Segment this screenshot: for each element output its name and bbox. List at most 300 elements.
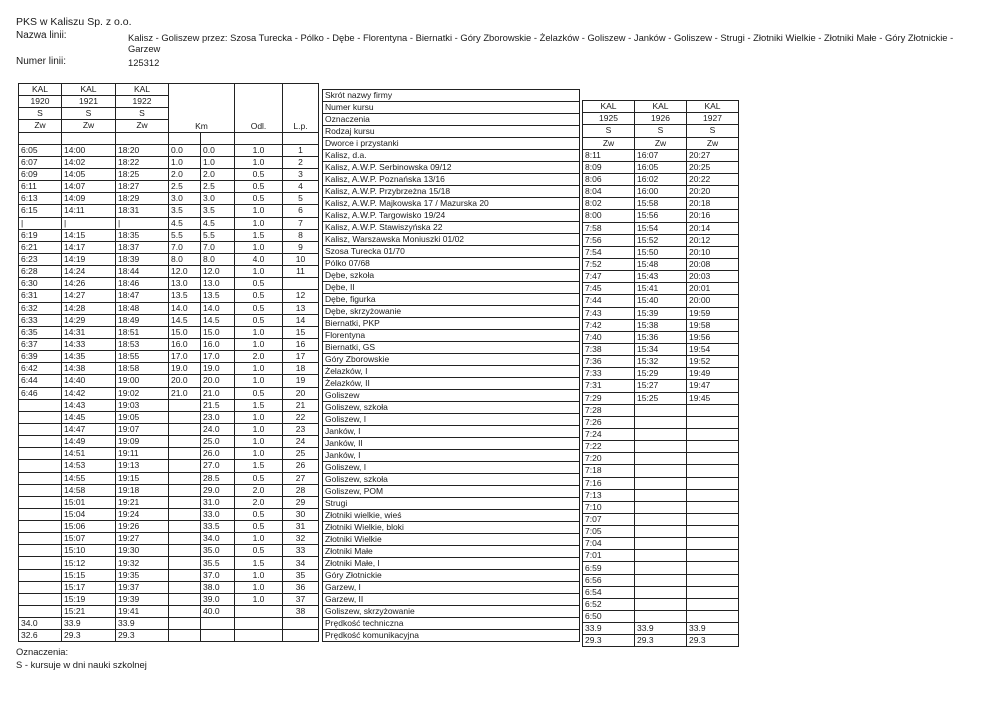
- timetable-row: [19, 266, 319, 278]
- odl-header: Odl.: [250, 120, 267, 131]
- return-time: 16:00: [635, 186, 687, 198]
- return-time: 8:11: [583, 149, 635, 161]
- return-time: 19:54: [687, 343, 739, 355]
- stop-row: [323, 258, 580, 270]
- km-value: 13.0: [169, 278, 201, 290]
- speed-value: 33.9: [116, 618, 169, 630]
- return-time: 19:45: [687, 392, 739, 404]
- header-type: Rodzaj kursu: [323, 126, 580, 138]
- km-value: 19.0: [169, 363, 201, 375]
- departure-time: 6:30: [19, 278, 62, 290]
- stop-row: [323, 510, 580, 522]
- empty-cell: [283, 630, 319, 642]
- departure-time: 14:05: [62, 168, 116, 180]
- km-value: 15.0: [201, 326, 235, 338]
- speed-value: 29.3: [116, 630, 169, 642]
- departure-time: 18:51: [116, 326, 169, 338]
- header-row: [583, 125, 739, 137]
- departure-time: 18:27: [116, 181, 169, 193]
- departure-time: 6:37: [19, 338, 62, 350]
- stop-number: 36: [283, 581, 319, 593]
- stop-row: [323, 150, 580, 162]
- stop-number: 28: [283, 484, 319, 496]
- departure-time: 14:31: [62, 326, 116, 338]
- header-type: Zw: [583, 137, 635, 149]
- km-value: 3.5: [201, 205, 235, 217]
- return-time: 20:00: [687, 295, 739, 307]
- departure-time: 6:42: [19, 363, 62, 375]
- return-time: 7:45: [583, 283, 635, 295]
- spacer-cell: [62, 132, 116, 144]
- km-value: [169, 593, 201, 605]
- lp-header-cell: [283, 84, 319, 133]
- stop-row: [323, 270, 580, 282]
- distance-value: 0.5: [235, 314, 283, 326]
- departure-time: 6:31: [19, 290, 62, 302]
- departure-time: |: [19, 217, 62, 229]
- departure-time: [19, 436, 62, 448]
- header-row: [323, 126, 580, 138]
- km-value: 19.0: [201, 363, 235, 375]
- km-value: 21.0: [201, 387, 235, 399]
- stop-name: Dębe, szkoła: [323, 270, 580, 282]
- km-value: 40.0: [201, 606, 235, 618]
- speed-row: [19, 630, 319, 642]
- return-time: [635, 526, 687, 538]
- distance-value: 1.0: [235, 436, 283, 448]
- departure-time: [19, 496, 62, 508]
- return-time: 7:01: [583, 550, 635, 562]
- km-value: [169, 569, 201, 581]
- stop-name: Złotniki Małe, I: [323, 558, 580, 570]
- departure-time: 14:00: [62, 144, 116, 156]
- return-time: 7:05: [583, 526, 635, 538]
- distance-value: 1.5: [235, 229, 283, 241]
- departure-time: 18:20: [116, 144, 169, 156]
- timetable-row: [583, 404, 739, 416]
- return-time: 20:25: [687, 161, 739, 173]
- departure-time: 6:13: [19, 193, 62, 205]
- odl-header-cell: [235, 84, 283, 133]
- spacer-cell: [583, 89, 635, 101]
- header-type: Zw: [687, 137, 739, 149]
- km-header-cell: [169, 84, 235, 133]
- speed-value: 33.9: [687, 623, 739, 635]
- return-time: [635, 416, 687, 428]
- distance-value: 1.0: [235, 411, 283, 423]
- empty-cell: [235, 630, 283, 642]
- stop-row: [323, 246, 580, 258]
- departure-time: 6:44: [19, 375, 62, 387]
- header-course: Numer kursu: [323, 102, 580, 114]
- empty-cell: [169, 618, 201, 630]
- departure-time: [19, 448, 62, 460]
- stop-row: [323, 570, 580, 582]
- stop-name: Złotniki Wielkie, bloki: [323, 522, 580, 534]
- km-value: 5.5: [201, 229, 235, 241]
- return-time: 6:59: [583, 562, 635, 574]
- return-time: [687, 416, 739, 428]
- departure-time: 14:11: [62, 205, 116, 217]
- timetable-row: [583, 198, 739, 210]
- timetable-row: [583, 453, 739, 465]
- timetable-row: [583, 222, 739, 234]
- stop-name: Złotniki Małe: [323, 546, 580, 558]
- return-time: [687, 465, 739, 477]
- speed-row: [583, 623, 739, 635]
- line-name-label: Nazwa linii:: [16, 30, 67, 41]
- return-time: 7:33: [583, 368, 635, 380]
- timetable-row: [19, 290, 319, 302]
- departure-time: 14:40: [62, 375, 116, 387]
- km-value: 20.0: [169, 375, 201, 387]
- line-number-label: Numer linii:: [16, 56, 67, 67]
- stops-table: [322, 89, 580, 642]
- departure-time: [19, 411, 62, 423]
- timetable-row: [19, 387, 319, 399]
- timetable-row: [19, 411, 319, 423]
- km-value: [169, 581, 201, 593]
- header-row: [323, 102, 580, 114]
- timetable-row: [583, 392, 739, 404]
- header-course: 1925: [583, 113, 635, 125]
- km-value: 34.0: [201, 533, 235, 545]
- stop-row: [323, 498, 580, 510]
- departure-time: 6:15: [19, 205, 62, 217]
- departure-time: 14:43: [62, 399, 116, 411]
- empty-cell: [283, 618, 319, 630]
- timetable-row: [583, 465, 739, 477]
- timetable-row: [583, 550, 739, 562]
- stop-row: [323, 522, 580, 534]
- return-time: 8:04: [583, 186, 635, 198]
- speed-label: Prędkość komunikacyjna: [323, 630, 580, 642]
- header-course: 1921: [62, 96, 116, 108]
- km-value: 2.5: [169, 181, 201, 193]
- km-value: 0.0: [201, 144, 235, 156]
- timetable-row: [583, 356, 739, 368]
- return-time: [687, 477, 739, 489]
- stop-name: Kalisz, A.W.P. Targowisko 19/24: [323, 210, 580, 222]
- departure-time: 14:33: [62, 338, 116, 350]
- departure-time: 14:17: [62, 241, 116, 253]
- spacer-cell: [635, 89, 687, 101]
- departure-time: |: [62, 217, 116, 229]
- speed-value: 34.0: [19, 618, 62, 630]
- timetable-row: [19, 217, 319, 229]
- stop-number: 24: [283, 436, 319, 448]
- timetable-row: [583, 161, 739, 173]
- distance-value: 1.0: [235, 326, 283, 338]
- return-time: 6:56: [583, 574, 635, 586]
- km-value: 7.0: [169, 241, 201, 253]
- stop-row: [323, 318, 580, 330]
- return-time: 15:25: [635, 392, 687, 404]
- timetable-row: [19, 557, 319, 569]
- return-time: 19:59: [687, 307, 739, 319]
- departure-time: [19, 581, 62, 593]
- speed-row: [583, 635, 739, 647]
- km-value: 21.0: [169, 387, 201, 399]
- departure-time: 15:06: [62, 521, 116, 533]
- return-time: [687, 526, 739, 538]
- departures-right-table: [582, 89, 739, 647]
- header-marks: S: [583, 125, 635, 137]
- departure-time: 6:19: [19, 229, 62, 241]
- departure-time: 6:33: [19, 314, 62, 326]
- km-value: 0.0: [169, 144, 201, 156]
- stop-name: Złotniki wielkie, wieś: [323, 510, 580, 522]
- return-time: 20:16: [687, 210, 739, 222]
- km-value: [169, 521, 201, 533]
- departure-time: 19:41: [116, 606, 169, 618]
- stop-number: 12: [283, 290, 319, 302]
- departure-time: [19, 460, 62, 472]
- stop-number: 9: [283, 241, 319, 253]
- timetable-row: [19, 351, 319, 363]
- stop-name: Dębe, II: [323, 282, 580, 294]
- departure-time: 18:22: [116, 156, 169, 168]
- stop-row: [323, 366, 580, 378]
- stop-name: Strugi: [323, 498, 580, 510]
- return-time: 7:26: [583, 416, 635, 428]
- return-time: 6:52: [583, 598, 635, 610]
- empty-cell: [169, 630, 201, 642]
- departure-time: 19:11: [116, 448, 169, 460]
- return-time: 15:54: [635, 222, 687, 234]
- header-marks: Oznaczenia: [323, 114, 580, 126]
- km-value: 37.0: [201, 569, 235, 581]
- return-time: [635, 586, 687, 598]
- stop-row: [323, 378, 580, 390]
- stop-name: Goliszew, I: [323, 462, 580, 474]
- distance-value: 1.0: [235, 266, 283, 278]
- stop-name: Goliszew, szkoła: [323, 402, 580, 414]
- stop-row: [323, 402, 580, 414]
- km-value: 4.5: [169, 217, 201, 229]
- distance-value: 2.0: [235, 496, 283, 508]
- distance-value: 1.0: [235, 241, 283, 253]
- header-stops: Dworce i przystanki: [323, 138, 580, 150]
- return-time: 20:20: [687, 186, 739, 198]
- departure-time: [19, 399, 62, 411]
- stop-row: [323, 462, 580, 474]
- stop-number: 4: [283, 181, 319, 193]
- km-value: 12.0: [201, 266, 235, 278]
- timetable-row: [583, 513, 739, 525]
- stop-name: Kalisz, A.W.P. Majkowska 17 / Mazurska 20: [323, 198, 580, 210]
- stop-number: 19: [283, 375, 319, 387]
- stop-name: Janków, I: [323, 450, 580, 462]
- km-value: 14.5: [169, 314, 201, 326]
- km-value: 28.5: [201, 472, 235, 484]
- km-value: [169, 423, 201, 435]
- km-value: 1.0: [169, 156, 201, 168]
- stop-name: Kalisz, A.W.P. Poznańska 13/16: [323, 174, 580, 186]
- header-row: [583, 113, 739, 125]
- stop-name: Szosa Turecka 01/70: [323, 246, 580, 258]
- departure-time: 19:26: [116, 521, 169, 533]
- departure-time: 14:02: [62, 156, 116, 168]
- km-value: 20.0: [201, 375, 235, 387]
- speed-value: 29.3: [635, 635, 687, 647]
- timetable-row: [583, 526, 739, 538]
- timetable-row: [19, 181, 319, 193]
- return-time: 7:42: [583, 319, 635, 331]
- stop-name: Goliszew, szkoła: [323, 474, 580, 486]
- departure-time: 15:21: [62, 606, 116, 618]
- km-value: 8.0: [169, 253, 201, 265]
- km-value: [169, 460, 201, 472]
- timetable-row: [19, 302, 319, 314]
- stop-row: [323, 162, 580, 174]
- departure-time: [19, 484, 62, 496]
- distance-value: 1.0: [235, 593, 283, 605]
- km-value: [169, 545, 201, 557]
- return-time: 19:58: [687, 319, 739, 331]
- timetable-row: [19, 581, 319, 593]
- km-value: 39.0: [201, 593, 235, 605]
- return-time: 15:52: [635, 234, 687, 246]
- header-row: [583, 101, 739, 113]
- timetable-row: [583, 428, 739, 440]
- timetable-row: [583, 489, 739, 501]
- departure-time: 14:55: [62, 472, 116, 484]
- departure-time: 19:39: [116, 593, 169, 605]
- timetable-row: [583, 271, 739, 283]
- return-time: [687, 574, 739, 586]
- timetable-row: [19, 593, 319, 605]
- stop-row: [323, 222, 580, 234]
- return-time: [635, 465, 687, 477]
- spacer-cell: [235, 132, 283, 144]
- stop-name: Goliszew: [323, 390, 580, 402]
- departure-time: 18:44: [116, 266, 169, 278]
- km-value: [169, 448, 201, 460]
- stop-row: [323, 606, 580, 618]
- return-time: 20:22: [687, 173, 739, 185]
- return-time: [687, 513, 739, 525]
- return-time: 15:29: [635, 368, 687, 380]
- km-header: Km: [195, 120, 208, 131]
- return-time: 20:18: [687, 198, 739, 210]
- distance-value: 1.0: [235, 144, 283, 156]
- stop-name: Janków, I: [323, 426, 580, 438]
- departure-time: [19, 606, 62, 618]
- departure-time: 18:53: [116, 338, 169, 350]
- timetable-row: [19, 326, 319, 338]
- stop-row: [323, 474, 580, 486]
- departure-time: 19:18: [116, 484, 169, 496]
- departure-time: 6:39: [19, 351, 62, 363]
- return-time: 7:52: [583, 258, 635, 270]
- distance-value: 1.0: [235, 581, 283, 593]
- return-time: 6:54: [583, 586, 635, 598]
- km-value: 13.5: [201, 290, 235, 302]
- return-time: [687, 404, 739, 416]
- distance-value: 0.5: [235, 302, 283, 314]
- stop-number: 1: [283, 144, 319, 156]
- timetable-row: [19, 375, 319, 387]
- distance-value: 0.5: [235, 521, 283, 533]
- timetable-row: [19, 508, 319, 520]
- legend-item: S - kursuje w dni nauki szkolnej: [16, 659, 147, 670]
- return-time: 15:41: [635, 283, 687, 295]
- departure-time: 19:15: [116, 472, 169, 484]
- km-value: 16.0: [169, 338, 201, 350]
- timetable-row: [583, 368, 739, 380]
- header-marks: S: [116, 108, 169, 120]
- km-value: 5.5: [169, 229, 201, 241]
- return-time: 8:00: [583, 210, 635, 222]
- timetable-row: [19, 423, 319, 435]
- return-time: 7:40: [583, 331, 635, 343]
- timetable-row: [583, 538, 739, 550]
- timetable-row: [19, 278, 319, 290]
- timetable-row: [583, 477, 739, 489]
- timetable-row: [19, 253, 319, 265]
- departure-time: 6:11: [19, 181, 62, 193]
- departure-time: 14:47: [62, 423, 116, 435]
- stop-name: Góry Złotnickie: [323, 570, 580, 582]
- stop-row: [323, 198, 580, 210]
- km-value: 24.0: [201, 423, 235, 435]
- timetable-row: [583, 246, 739, 258]
- return-time: 7:24: [583, 428, 635, 440]
- departure-time: 18:29: [116, 193, 169, 205]
- header-company: KAL: [19, 84, 62, 96]
- header-course: 1926: [635, 113, 687, 125]
- return-time: [635, 513, 687, 525]
- departure-time: 19:09: [116, 436, 169, 448]
- stop-number: 20: [283, 387, 319, 399]
- departure-time: 15:15: [62, 569, 116, 581]
- header-row: [323, 114, 580, 126]
- header-firm: Skrót nazwy firmy: [323, 90, 580, 102]
- km-value: 29.0: [201, 484, 235, 496]
- distance-value: 1.0: [235, 363, 283, 375]
- return-time: 7:56: [583, 234, 635, 246]
- return-time: 15:43: [635, 271, 687, 283]
- stop-row: [323, 582, 580, 594]
- departure-time: 15:19: [62, 593, 116, 605]
- distance-value: 0.5: [235, 168, 283, 180]
- distance-value: 2.0: [235, 484, 283, 496]
- departure-time: 15:01: [62, 496, 116, 508]
- return-time: 7:43: [583, 307, 635, 319]
- distance-value: 1.5: [235, 399, 283, 411]
- speed-value: 29.3: [583, 635, 635, 647]
- return-time: 7:44: [583, 295, 635, 307]
- km-value: 14.0: [169, 302, 201, 314]
- timetable-row: [583, 416, 739, 428]
- return-time: [635, 538, 687, 550]
- departure-time: [19, 508, 62, 520]
- return-time: [687, 441, 739, 453]
- stop-number: 2: [283, 156, 319, 168]
- km-value: [169, 472, 201, 484]
- return-time: [687, 562, 739, 574]
- stop-name: Złotniki Wielkie: [323, 534, 580, 546]
- timetable-row: [583, 186, 739, 198]
- km-value: 4.5: [201, 217, 235, 229]
- stop-number: 29: [283, 496, 319, 508]
- speed-label: Prędkość techniczna: [323, 618, 580, 630]
- departure-time: [19, 593, 62, 605]
- departure-time: 19:07: [116, 423, 169, 435]
- timetable-row: [583, 598, 739, 610]
- distance-value: 1.0: [235, 156, 283, 168]
